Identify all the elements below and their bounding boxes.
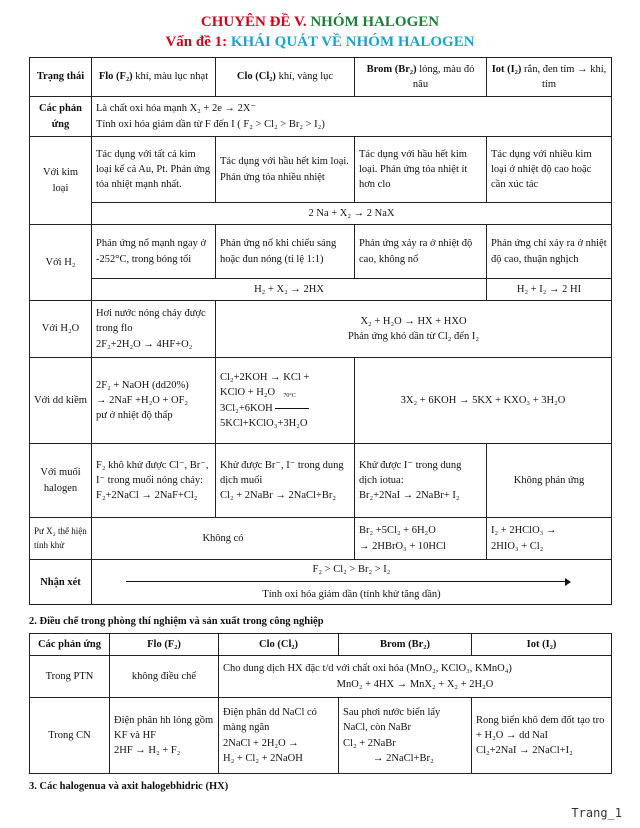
row-label: Pư X₂ thể hiện tính khử xyxy=(30,518,92,560)
table-cell: Hơi nước nóng cháy được trong flo 2F₂+2H₂O → 4HF+O₂ xyxy=(92,301,216,358)
table-cell: I₂ + 2HClO₃ → 2HIO₃ + Cl₂ xyxy=(487,518,612,560)
row-label: Các phản ứng xyxy=(30,97,92,137)
table-row xyxy=(30,279,612,301)
halogen-properties-table xyxy=(29,57,612,605)
subtitle-prefix: Vấn đề 1: xyxy=(165,34,228,50)
table-cell: Tác dụng với hầu hết kim loại. Phản ứng tỏa nhiệt ít hơn clo xyxy=(355,137,487,203)
table-row xyxy=(30,137,612,203)
table-cell: Cho dung dịch HX đặc t/d với chất oxi hóa (MnO₂, KClO₃, KMnO₄) MnO₂ + 4HX → MnX₂ + X₂ + 2H₂O xyxy=(219,656,612,698)
page-subtitle xyxy=(0,34,640,51)
row-label: Nhận xét xyxy=(30,560,92,605)
table-row xyxy=(30,560,612,605)
row-label: Với H₂O xyxy=(30,301,92,358)
table-cell: Tác dụng với nhiều kim loại ở nhiệt độ cao hoặc cần xúc tác xyxy=(487,137,612,203)
section-heading: 2. Điều chế trong phòng thí nghiệm và sản xuất trong công nghiệp xyxy=(29,616,324,627)
table-cell: H₂ + I₂ → 2 HI xyxy=(487,279,612,301)
table-cell: Tác dụng với hầu hết kim loại. Phản ứng tỏa nhiều nhiệt xyxy=(216,137,355,203)
table-cell: X₂ + H₂O → HX + HXO Phản ứng khó dần từ Cl₂ đến I₂ xyxy=(216,301,612,358)
page-number: Trang_1 xyxy=(571,806,622,820)
table-row xyxy=(30,518,612,560)
table-cell: Điện phân dd NaCl có màng ngăn 2NaCl + 2H₂O → H₂ + Cl₂ + 2NaOH xyxy=(219,698,339,774)
table-row xyxy=(30,301,612,358)
table-cell: Phản ứng chỉ xảy ra ở nhiệt độ cao, thuận nghịch xyxy=(487,225,612,279)
row-label: Trong CN xyxy=(30,698,110,774)
row-label: Trong PTN xyxy=(30,656,110,698)
header-cell: Clo (Cl₂) khí, vàng lục xyxy=(216,58,355,97)
table-cell: F₂ > Cl₂ > Br₂ > I₂ Tính oxi hóa giảm dần (tính khử tăng dần) xyxy=(92,560,612,605)
table-cell: Sau phơi nước biển lấy NaCl, còn NaBr Cl₂ + 2NaBr → 2NaCl+Br₂ xyxy=(339,698,472,774)
page-title xyxy=(0,14,640,31)
table-cell: 3X₂ + 6KOH → 5KX + KXO₃ + 3H₂O xyxy=(355,358,612,444)
table-cell: Không phản ứng xyxy=(487,444,612,518)
table-cell: Là chất oxi hóa mạnh X₂ + 2e → 2X⁻ Tính oxi hóa giảm dần từ F đến I ( F₂ > Cl₂ > Br₂ > I₂) xyxy=(92,97,612,137)
header-cell: Các phản ứng xyxy=(30,634,110,656)
table-row xyxy=(30,58,612,97)
table-cell: không điều chế xyxy=(110,656,219,698)
header-cell: Flo (F₂) xyxy=(110,634,219,656)
table-cell: Điện phân hh lỏng gồm KF và HF 2HF → H₂ + F₂ xyxy=(110,698,219,774)
table-cell: Cl₂+2KOH → KCl + KClO + H₂O 3Cl₂+6KOH 70°C 5KCl+KClO₃+3H₂O xyxy=(216,358,355,444)
table-row xyxy=(30,358,612,444)
header-cell: Iot (I₂) rắn, đen tím → khí, tím xyxy=(487,58,612,97)
table-row xyxy=(30,444,612,518)
table-cell: F₂ khô khử được Cl⁻, Br⁻, I⁻ trong muối nóng chảy: F₂+2NaCl → 2NaF+Cl₂ xyxy=(92,444,216,518)
section-heading: 3. Các halogenua và axit halogebhidric (HX) xyxy=(29,781,229,792)
row-label: Với muối halogen xyxy=(30,444,92,518)
table-cell: 2F₂ + NaOH (dd20%) → 2NaF +H₂O + OF₂ pư ở nhiệt độ thấp xyxy=(92,358,216,444)
title-topic: NHÓM HALOGEN xyxy=(310,14,440,30)
table-cell: Khử được I⁻ trong dung dịch iotua: Br₂+2NaI → 2NaBr+ I₂ xyxy=(355,444,487,518)
table-row xyxy=(30,97,612,137)
row-label: Với kim loại xyxy=(30,137,92,225)
table-row xyxy=(30,698,612,774)
table-cell: Phản ứng nổ mạnh ngay ở -252°C, trong bóng tối xyxy=(92,225,216,279)
table-cell: Tác dụng với tất cả kim loại kể cả Au, Pt. Phản ứng tỏa nhiệt mạnh nhất. xyxy=(92,137,216,203)
header-cell: Flo (F₂) khí, màu lục nhạt xyxy=(92,58,216,97)
table-cell: H₂ + X₂ → 2HX xyxy=(92,279,487,301)
table-cell: Rong biển khô đem đốt tạo tro + H₂O → dd NaI Cl₂+2NaI → 2NaCl+I₂ xyxy=(472,698,612,774)
subtitle-topic: KHÁI QUÁT VỀ NHÓM HALOGEN xyxy=(230,34,475,50)
title-prefix: CHUYÊN ĐỀ V. xyxy=(200,14,307,30)
header-cell: Clo (Cl₂) xyxy=(219,634,339,656)
table-row xyxy=(30,225,612,279)
row-label: Với H₂ xyxy=(30,225,92,301)
table-cell: Phản ứng nổ khi chiếu sáng hoặc đun nóng (tỉ lệ 1:1) xyxy=(216,225,355,279)
header-cell: Trạng thái xyxy=(30,58,92,97)
table-cell: Khử được Br⁻, I⁻ trong dung dịch muối Cl₂ + 2NaBr → 2NaCl+Br₂ xyxy=(216,444,355,518)
table-cell: Br₂ +5Cl₂ + 6H₂O → 2HBrO₃ + 10HCl xyxy=(355,518,487,560)
header-cell: Iot (I₂) xyxy=(472,634,612,656)
table-row xyxy=(30,634,612,656)
table-cell: Phản ứng xảy ra ở nhiệt độ cao, không nổ xyxy=(355,225,487,279)
header-cell: Brom (Br₂) lỏng, màu đỏ nâu xyxy=(355,58,487,97)
arrow-icon xyxy=(96,578,607,586)
arrow-icon: 70°C xyxy=(275,401,315,416)
table-cell: 2 Na + X₂ → 2 NaX xyxy=(92,203,612,225)
header-cell: Brom (Br₂) xyxy=(339,634,472,656)
row-label: Với dd kiềm xyxy=(30,358,92,444)
table-row xyxy=(30,203,612,225)
table-cell: Không có xyxy=(92,518,355,560)
table-row xyxy=(30,656,612,698)
preparation-table xyxy=(29,633,612,774)
